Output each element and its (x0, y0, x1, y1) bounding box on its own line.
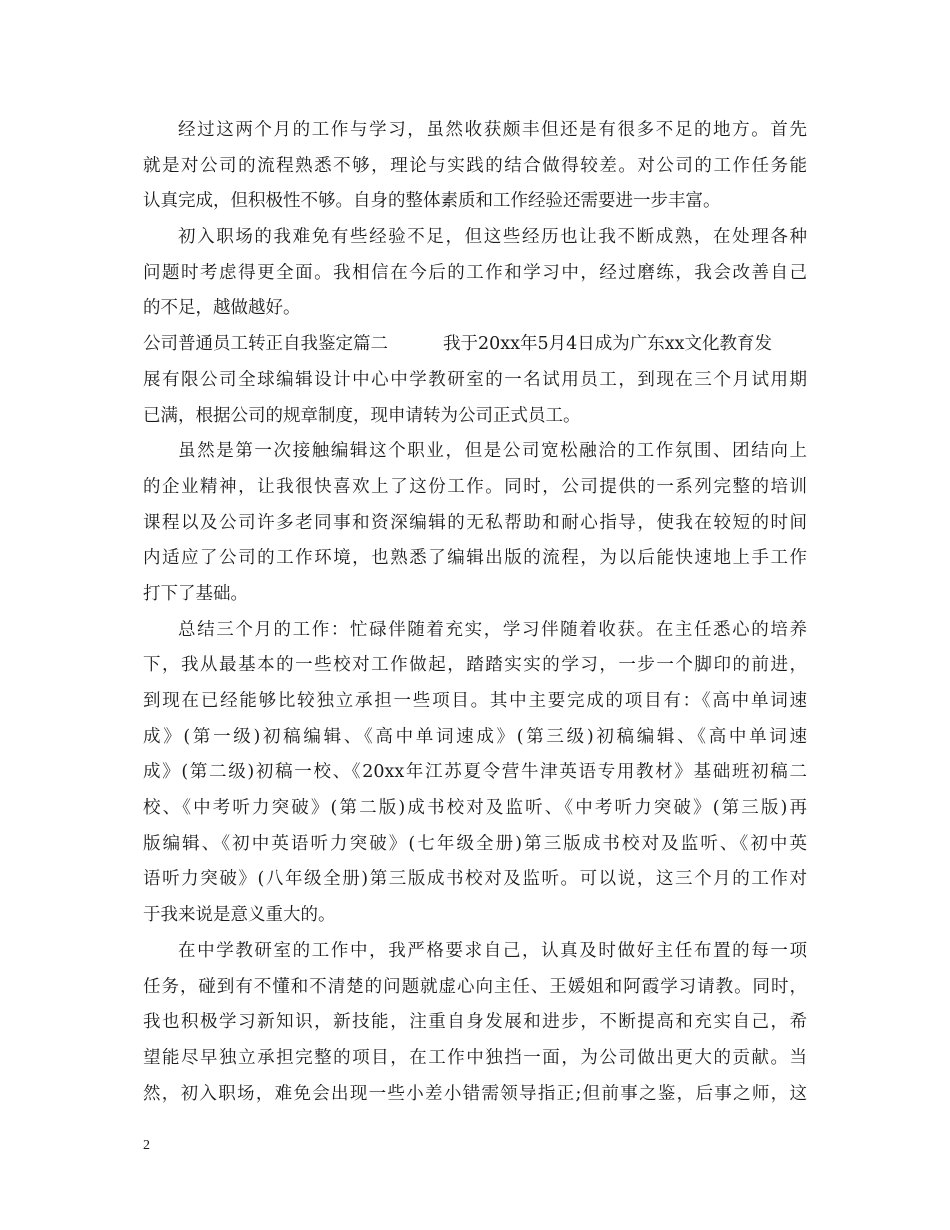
text-line: 成》(第二级)初稿一校、《20xx年江苏夏令营牛津英语专用教材》基础班初稿二 (143, 762, 807, 783)
paragraph (143, 434, 807, 612)
text-line: 就是对公司的流程熟悉不够，理论与实践的结合做得较差。对公司的工作任务能 (143, 155, 807, 176)
text-line: 展有限公司全球编辑设计中心中学教研室的一名试用员工，到现在三个月试用期 (143, 369, 807, 390)
text-line: 望能尽早独立承担完整的项目，在工作中独挡一面，为公司做出更大的贡献。当 (143, 1047, 807, 1068)
page-number: 2 (143, 1138, 150, 1153)
heading-line (143, 327, 807, 363)
text-line: 在中学教研室的工作中，我严格要求自己，认真及时做好主任布置的每一项 (178, 940, 807, 961)
text-line: 到现在已经能够比较独立承担一些项目。其中主要完成的项目有：《高中单词速 (143, 691, 807, 711)
document-body (143, 113, 807, 1112)
text-line: 已满，根据公司的规章制度，现申请转为公司正式员工。 (143, 405, 581, 426)
text-run: 我于20xx年5月4日成为广东xx文化教育发 (443, 334, 773, 355)
text-line: 认真完成，但积极性不够。自身的整体素质和工作经验还需要进一步丰富。 (143, 191, 721, 212)
text-line: 校、《中考听力突破》(第二版)成书校对及监听、《中考听力突破》(第三版)再 (143, 798, 807, 819)
text-line: 版编辑、《初中英语听力突破》(七年级全册)第三版成书校对及监听、《初中英 (143, 833, 807, 854)
text-line: 然，初入职场，难免会出现一些小差小错需领导指正;但前事之鉴，后事之师，这 (143, 1083, 807, 1104)
text-line: 任务，碰到有不懂和不清楚的问题就虚心向主任、王媛姐和阿霞学习请教。同时， (143, 976, 807, 997)
text-line: 内适应了公司的工作环境，也熟悉了编辑出版的流程，为以后能快速地上手工作 (143, 548, 807, 569)
text-line: 的不足，越做越好。 (143, 298, 301, 319)
paragraph (143, 613, 807, 934)
text-line: 语听力突破》(八年级全册)第三版成书校对及监听。可以说，这三个月的工作对 (143, 869, 807, 890)
text-line: 的企业精神，让我很快喜欢上了这份工作。同时，公司提供的一系列完整的培训 (143, 476, 807, 497)
text-line: 我也积极学习新知识，新技能，注重自身发展和进步，不断提高和充实自己，希 (143, 1012, 807, 1033)
paragraph (143, 220, 807, 327)
text-line: 虽然是第一次接触编辑这个职业，但是公司宽松融洽的工作氛围、团结向上 (178, 441, 807, 462)
text-line: 问题时考虑得更全面。我相信在今后的工作和学习中，经过磨练，我会改善自己 (143, 262, 807, 283)
paragraph (143, 113, 807, 220)
paragraph (143, 934, 807, 1112)
section-heading: 公司普通员工转正自我鉴定篇二 (143, 334, 388, 355)
paragraph (143, 327, 807, 434)
text-line: 打下了基础。 (143, 583, 248, 604)
text-line: 总结三个月的工作：忙碌伴随着充实，学习伴随着收获。在主任悉心的培养 (178, 619, 807, 640)
text-line: 经过这两个月的工作与学习，虽然收获颇丰但还是有很多不足的地方。首先 (178, 120, 807, 140)
text-line: 课程以及公司许多老同事和资深编辑的无私帮助和耐心指导，使我在较短的时间 (143, 512, 807, 533)
text-line: 于我来说是意义重大的。 (143, 905, 336, 926)
text-line: 成》(第一级)初稿编辑、《高中单词速成》(第三级)初稿编辑、《高中单词速 (143, 726, 807, 747)
text-line: 初入职场的我难免有些经验不足，但这些经历也让我不断成熟，在处理各种 (178, 227, 807, 248)
text-line: 下，我从最基本的一些校对工作做起，踏踏实实的学习，一步一个脚印的前进， (143, 655, 807, 676)
